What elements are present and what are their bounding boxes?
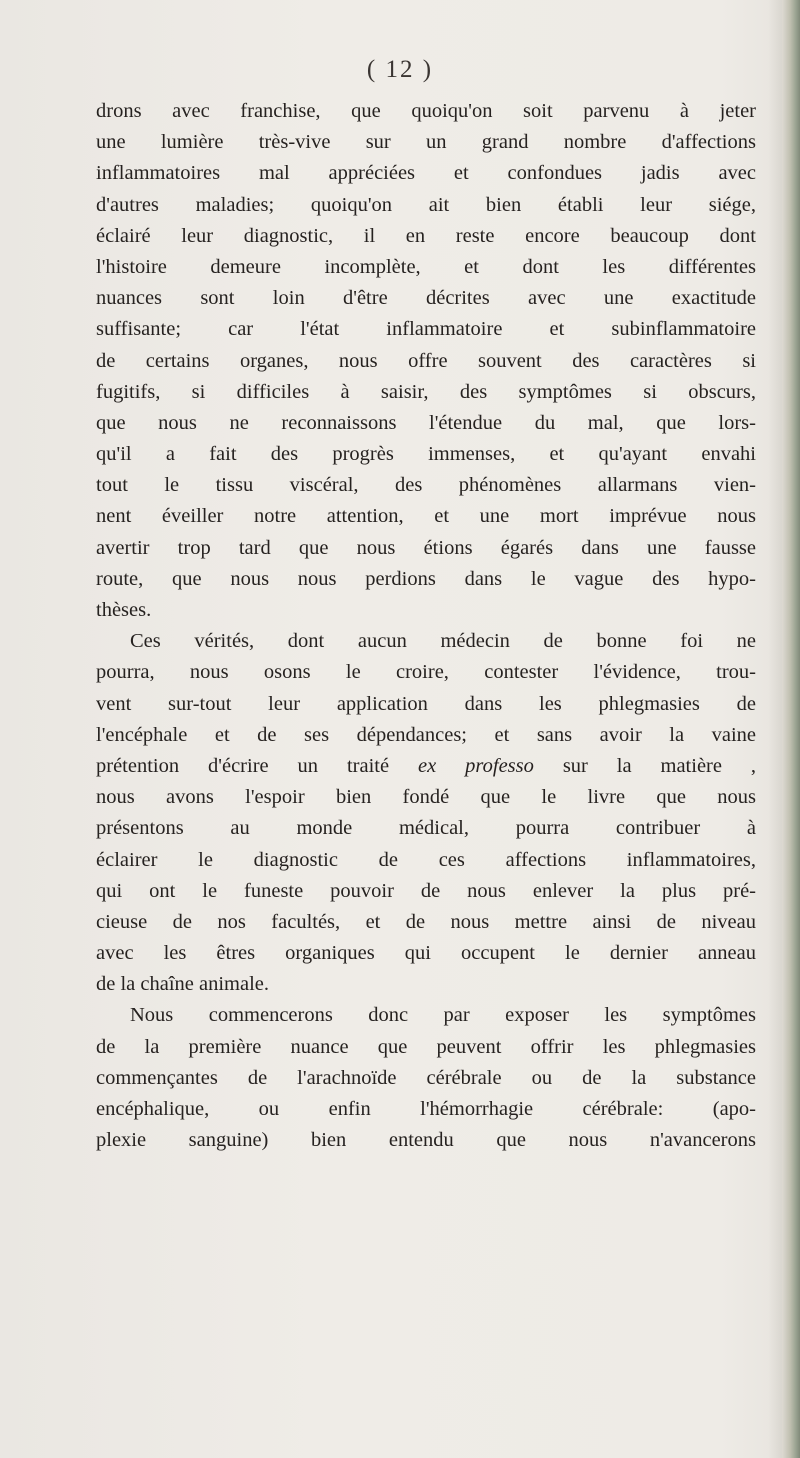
text-line: nent éveiller notre attention, et une mort imprévue nous [96, 505, 756, 528]
text-line: avertir trop tard que nous étions égarés dans une fausse [96, 536, 756, 559]
text-line: qui ont le funeste pouvoir de nous enlever la plus pré- [96, 879, 756, 902]
text-line: de la chaîne animale. [96, 973, 270, 996]
text-line: suffisante; car l'état inflammatoire et subinflammatoire [96, 318, 756, 341]
text-line: Ces vérités, dont aucun médecin de bonne foi ne [130, 630, 756, 653]
text-line: que nous ne reconnaissons l'étendue du mal, que lors- [96, 411, 756, 434]
text-line: pourra, nous osons le croire, contester l'évidence, trou- [96, 661, 756, 684]
text-line: inflammatoires mal appréciées et confondues jadis avec [96, 162, 756, 185]
text-line: l'encéphale et de ses dépendances; et sans avoir la vaine [96, 723, 756, 746]
italic-phrase: ex professo [418, 754, 534, 777]
text-line: route, que nous nous perdions dans le vague des hypo- [96, 567, 756, 590]
text-line: cieuse de nos facultés, et de nous mettre ainsi de niveau [96, 910, 756, 933]
text-line: tout le tissu viscéral, des phénomènes allarmans vien- [96, 474, 756, 497]
page-number: ( 12 ) [366, 56, 434, 83]
text-line: commençantes de l'arachnoïde cérébrale ou de la substance [96, 1066, 756, 1089]
text-line: vent sur-tout leur application dans les phlegmasies de [96, 692, 756, 715]
text-line: éclairer le diagnostic de ces affections inflammatoires, [96, 848, 756, 871]
text-line: l'histoire demeure incomplète, et dont les différentes [96, 255, 756, 278]
text-line: nous avons l'espoir bien fondé que le livre que nous [96, 786, 756, 809]
text-line: Nous commencerons donc par exposer les symptômes [130, 1004, 756, 1027]
text-line: qu'il a fait des progrès immenses, et qu'ayant envahi [96, 443, 756, 466]
text-line-with-italic [96, 751, 756, 782]
text-line: plexie sanguine) bien entendu que nous n'avancerons [96, 1129, 756, 1152]
text-line: encéphalique, ou enfin l'hémorrhagie cérébrale: (apo- [96, 1098, 756, 1120]
page-edge-shadow [768, 0, 782, 1458]
page-edge [782, 0, 800, 1458]
text-line: de certains organes, nous offre souvent des caractères si [96, 349, 756, 372]
text-line: éclairé leur diagnostic, il en reste encore beaucoup dont [96, 224, 756, 247]
text-segment: prétention d'écrire un traité [96, 754, 390, 777]
text-segment: sur la matière , [562, 754, 756, 777]
text-line: présentons au monde médical, pourra contribuer à [96, 817, 756, 840]
text-line: fugitifs, si difficiles à saisir, des symptômes si obscurs, [96, 380, 756, 403]
text-line: nuances sont loin d'être décrites avec une exactitude [96, 287, 756, 310]
text-line: thèses. [96, 599, 152, 621]
text-line: drons avec franchise, que quoiqu'on soit parvenu à jeter [96, 100, 756, 122]
text-line: d'autres maladies; quoiqu'on ait bien établi leur siége, [96, 193, 756, 216]
text-line: de la première nuance que peuvent offrir les phlegmasies [96, 1035, 756, 1058]
text-line: une lumière très-vive sur un grand nombre d'affections [96, 131, 756, 154]
text-line: avec les êtres organiques qui occupent le dernier anneau [96, 942, 756, 965]
body-text [96, 96, 756, 1156]
